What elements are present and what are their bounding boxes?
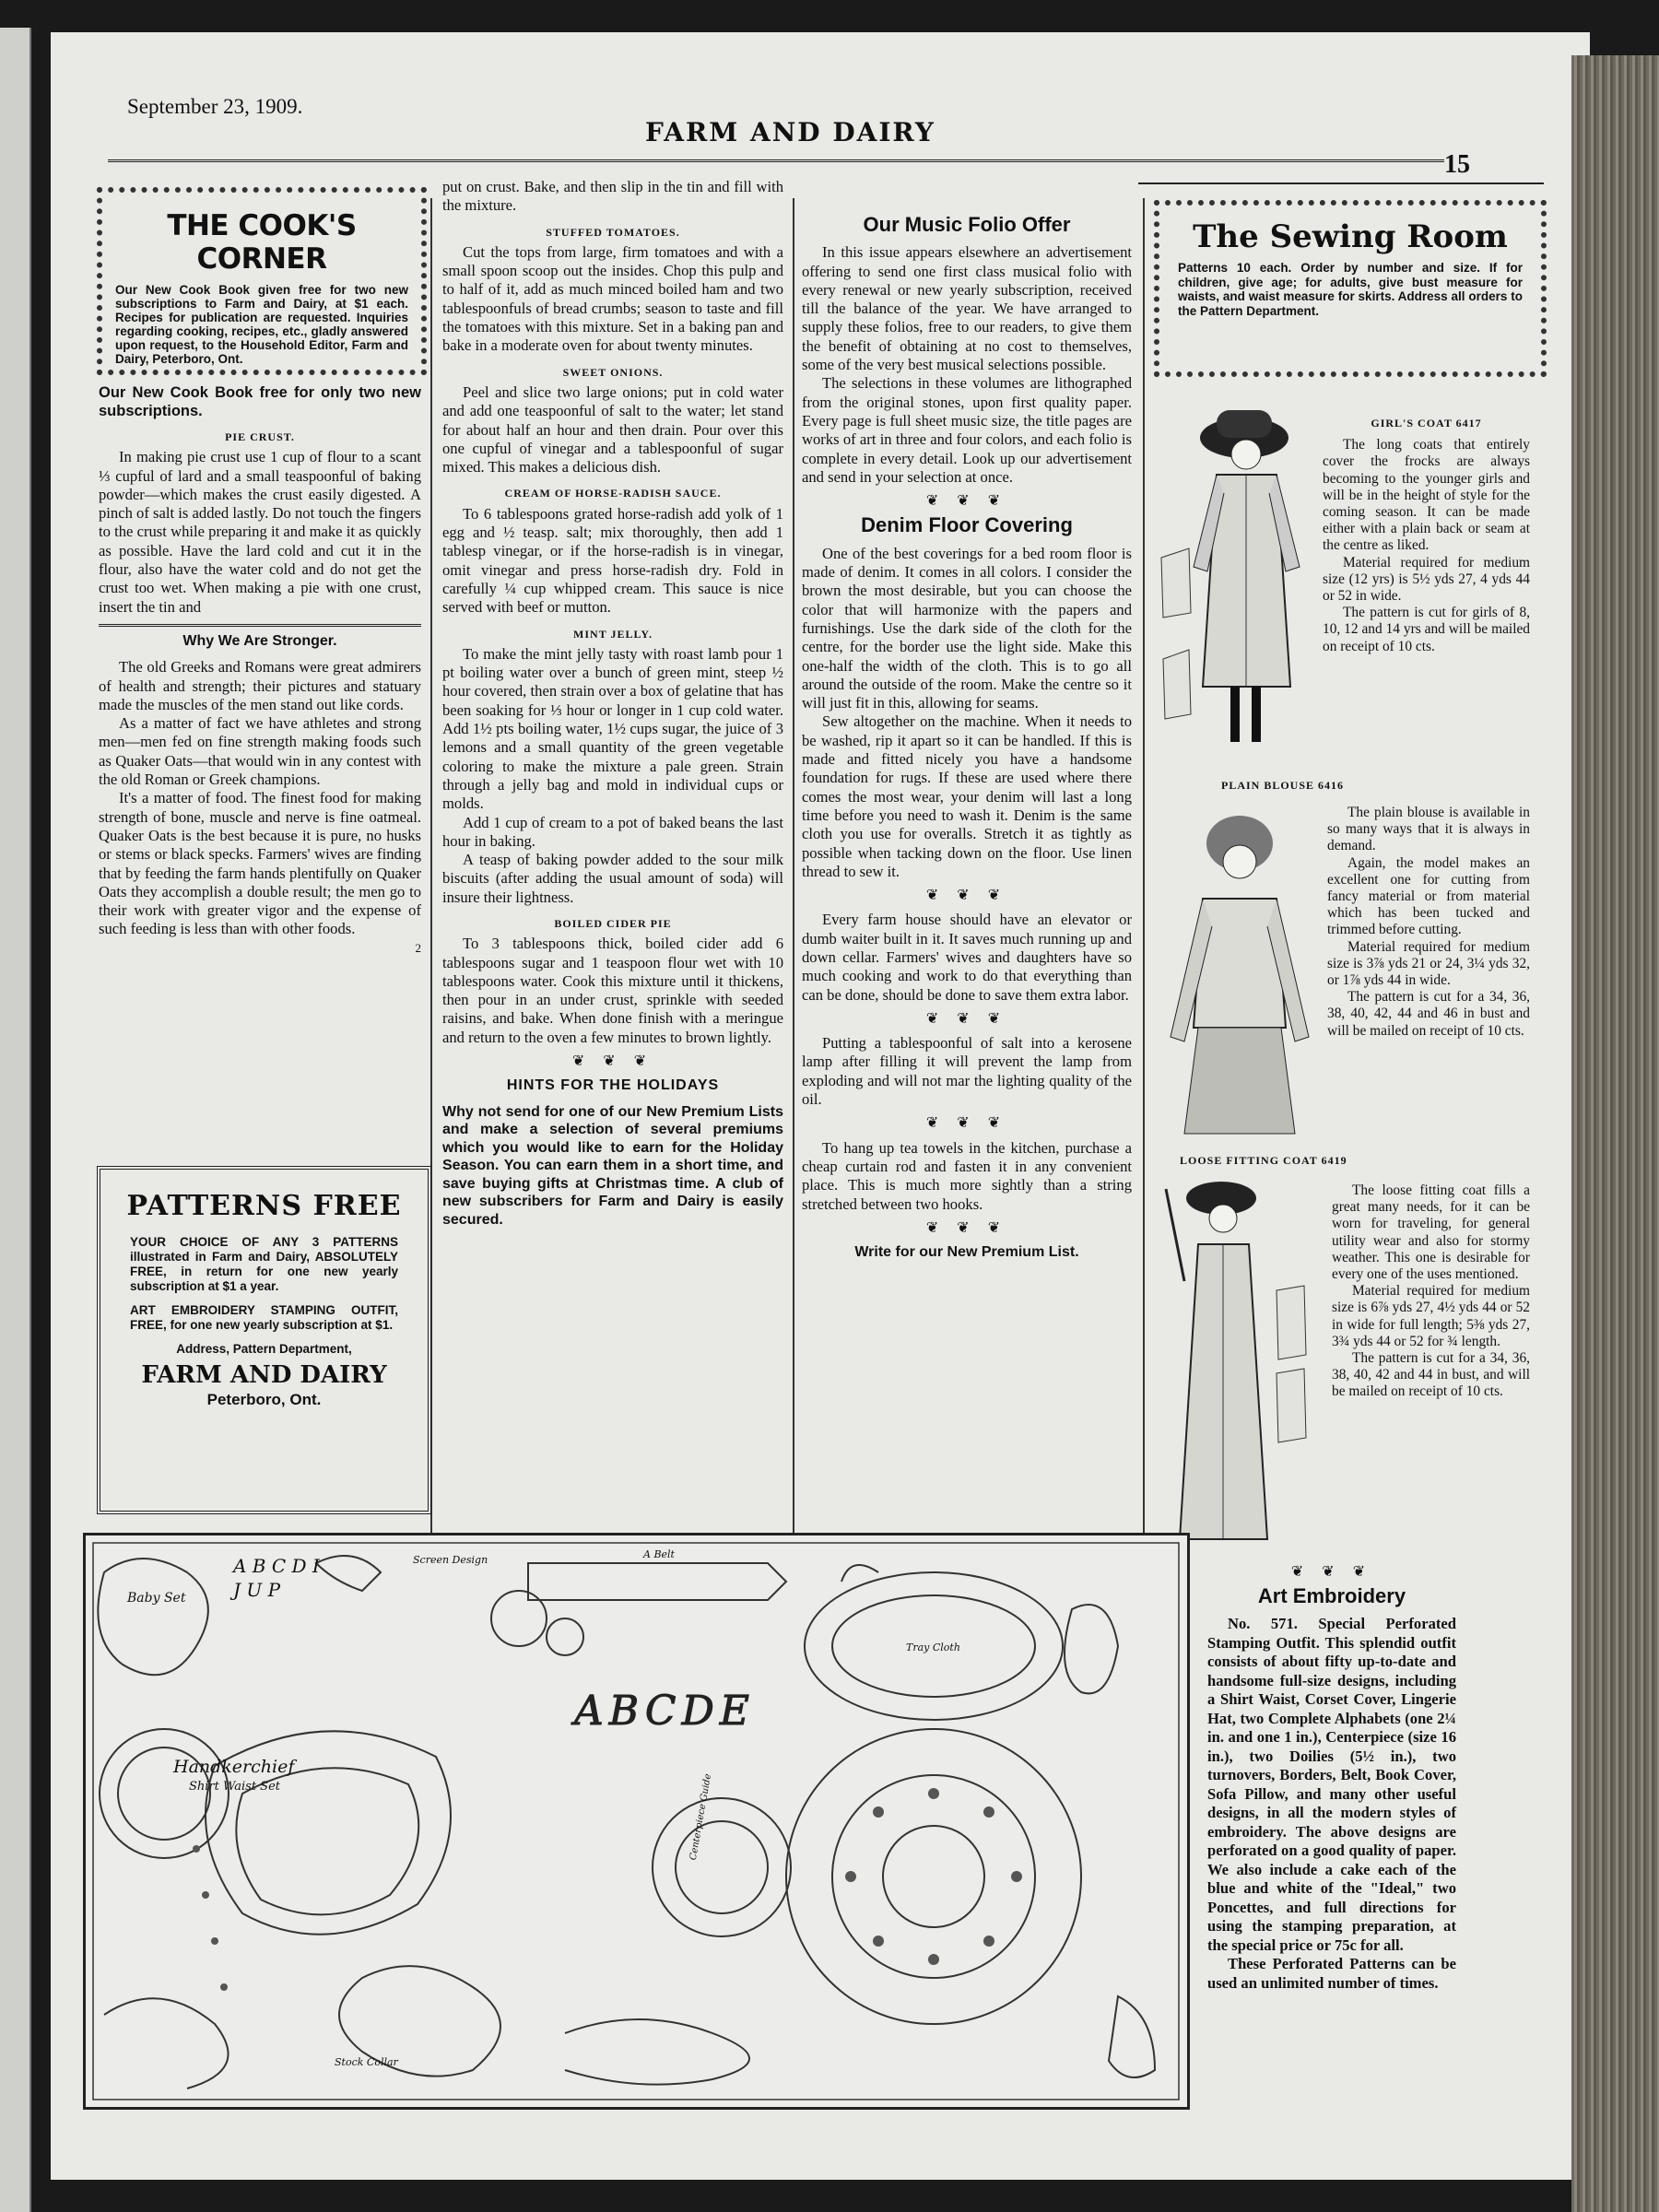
sweet-onions-text: Peel and slice two large onions; put in cold water and add one teaspoonful of salt to the water; let stand for about half an hour and then drain. Pour over this one cupful of vinegar and a tablespoonful of sugar mixed. This makes a delicious dish. bbox=[442, 382, 783, 477]
patterns-free-box bbox=[97, 1166, 431, 1514]
header-rule bbox=[108, 159, 1444, 162]
pie-crust-text: In making pie crust use 1 cup of flour to a scant ⅓ cupful of lard and a small teaspoonful of baking powder—which makes the crust easily digested. A pinch of salt is added lastly. Do not touch the fingers to the crust while preparing it and make it as quickly as possible. Have the lard cold and cut it in the flour, also have the water cold and do not get the crust too wet. When making a pie with one crust, insert the tin and bbox=[99, 448, 421, 616]
patterns-free-city: Peterboro, Ont. bbox=[206, 1391, 322, 1408]
embroidery-pattern-sheet bbox=[83, 1533, 1190, 2110]
art-embroidery-p1: No. 571. Special Perforated Stamping Outfit. This splendid outfit consists of about fifty up-to-date and handsome full-size designs, including a Shirt Waist, Corset Cover, Lingerie Hat, two Complete Alphabets (one 2¼ in. and one 1 in.), Centerpiece (size 16 in.), two Doilies (5½ in.), two turnovers, Borders, Belt, Book Cover, Sofa Pillow, and many other useful designs, in all the modern styles of embroidery. The above designs are perforated on a good quality of paper. We also include a cake each of the blue and white of the "Ideal," two Poncettes, and full directions for using the stamping preparation, at the special price or 75c for all. bbox=[1207, 1615, 1456, 1954]
embroidery-alphabet: ABCDE bbox=[574, 1688, 755, 1735]
stronger-p2: As a matter of fact we have athletes and strong men—men fed on fine strength making foods such as Quaker Oats—that would win in any contest with the old Roman or Greek champions. bbox=[99, 714, 421, 789]
hints-text: Why not send for one of our New Premium Lists and make a selection of several premiums which you would like to earn for the Holiday Season. You can earn them in a short time, and save buying gifts at Christmas time. A club of new subscribers for Farm and Dairy is easily secured. bbox=[442, 1103, 783, 1228]
denim-p2: Sew altogether on the machine. When it needs to be washed, rip it apart so it can be handled. If this is made and fitted nicely you have a handsome foundation for rugs. If these are used where there comes the most wear, your denim will last a long time before you need to wash it. Denim is the same cloth you use for overalls. Stretch it as tightly as possible when tacking down on the floor. Use linen thread to sew it. bbox=[802, 712, 1132, 880]
mint-jelly-text: To make the mint jelly tasty with roast lamb pour 1 pt boiling water over a bunch of green mint, steep ½ hour covered, then strain over a box of gelatine that has been soaking for ⅓ hour or longer in 1 cup cold water. Add 1½ pts boiling water, 1½ cups sugar, the juice of 3 lemons and a small quantity of the green vegetable coloring to make the mixture a pale green. Strain through a jelly bag and mold in individual cups or molds. bbox=[442, 644, 783, 813]
music-folio-heading: Our Music Folio Offer bbox=[863, 213, 1071, 236]
patterns-free-p2: ART EMBROIDERY STAMPING OUTFIT, FREE, for one new yearly subscription at $1. bbox=[130, 1303, 398, 1332]
plain-blouse-p1: The plain blouse is available in so many ways that it is always in demand. bbox=[1327, 805, 1530, 854]
music-folio-p1: In this issue appears elsewhere an advertisement offering to send one first class musical folio with every renewal or new yearly subscription, received till the balance of the year. We have arranged to supply these folios, free to our readers, to give them the benefit of obtaining at no cost to themselves, some of the very best musical selections possible. bbox=[802, 243, 1132, 374]
art-embroidery-column bbox=[1207, 1558, 1456, 1993]
ornament: ❦ ❦ ❦ bbox=[925, 1219, 1008, 1236]
stuffed-tomatoes-text: Cut the tops from large, firm tomatoes and with a small spoon scoop out the insides. Chop this pulp and to half of it, add as much minced boiled ham and two tablespoonfuls of bread crumbs; season to taste and fill the tomatoes with this mixture. Set in a baking pan and bake in a moderate oven for about twenty minutes. bbox=[442, 242, 783, 355]
girls-coat-p2: Material required for medium size (12 yrs) is 5½ yds 27, 4 yds 44 or 52 in wide. bbox=[1323, 554, 1530, 605]
plain-blouse-p3: Material required for medium size is 3⅞ yds 21 or 24, 3¼ yds 32, or 1⅞ yds 44 in wide. bbox=[1327, 938, 1530, 989]
pie-crust-heading: PIE CRUST. bbox=[225, 430, 295, 443]
baked-beans-tip: Add 1 cup of cream to a pot of baked beans the last hour in baking. bbox=[442, 813, 783, 850]
ornament: ❦ ❦ ❦ bbox=[925, 1010, 1008, 1027]
patterns-free-p1: YOUR CHOICE OF ANY 3 PATTERNS illustrated in Farm and Dairy, ABSOLUTELY FREE, in return for one new yearly subscription at $1 a year. bbox=[130, 1235, 398, 1293]
header-rule-right bbox=[1138, 182, 1544, 184]
belt-label: A Belt bbox=[643, 1548, 675, 1560]
column-1 bbox=[99, 384, 421, 958]
ornament: ❦ ❦ ❦ bbox=[925, 888, 1008, 904]
towels-tip: To hang up tea towels in the kitchen, purchase a cheap curtain rod and fasten it in any convenient place. This is much more sightly than a string stretched between two hooks. bbox=[802, 1138, 1132, 1213]
sewing-room-title: The Sewing Room bbox=[1193, 218, 1508, 255]
horse-radish-heading: CREAM OF HORSE-RADISH SAUCE. bbox=[504, 487, 722, 500]
biscuit-tip: A teasp of baking powder added to the sour milk biscuits (after adding the usual amount of soda) will insure their lightness. bbox=[442, 851, 783, 906]
ornament: ❦ ❦ ❦ bbox=[925, 493, 1008, 510]
loose-coat-p3: The pattern is cut for a 34, 36, 38, 40, 42 and 44 in bust, and will be mailed on receipt of 10 cts. bbox=[1332, 1350, 1530, 1400]
plain-blouse-text bbox=[1327, 805, 1530, 1040]
small-alphabet: A B C D I J U P bbox=[233, 1555, 320, 1601]
cook-book-offer: Our New Cook Book free for only two new subscriptions. bbox=[99, 384, 421, 419]
cooks-corner-box bbox=[97, 187, 427, 375]
issue-date: September 23, 1909. bbox=[127, 95, 303, 118]
girls-coat-heading: GIRL'S COAT 6417 bbox=[1371, 417, 1482, 429]
ornament: ❦ ❦ ❦ bbox=[571, 1053, 654, 1070]
baby-set-label: Baby Set bbox=[127, 1591, 186, 1606]
girls-coat-text bbox=[1323, 415, 1530, 655]
left-page-edge bbox=[0, 28, 31, 2212]
shirtwaist-label: Shirt Waist Set bbox=[189, 1780, 280, 1794]
pie-crust-continued: put on crust. Bake, and then slip in the tin and fill with the mixture. bbox=[442, 178, 783, 215]
ornament: ❦ ❦ ❦ bbox=[1290, 1564, 1373, 1580]
sweet-onions-heading: SWEET ONIONS. bbox=[562, 365, 664, 379]
cider-pie-text: To 3 tablespoons thick, boiled cider add 6 tablespoons sugar and 1 teaspoon flour wet with 10 tablespoons water. Cook this mixture until it thickens, then pour in an under crust, sprinkle with seeded raisins, and bake. When done finish with a meringue and return to the oven a few minutes to brown lightly. bbox=[442, 935, 783, 1046]
premium-list-line: Write for our New Premium List. bbox=[854, 1244, 1079, 1261]
patterns-free-address: Address, Pattern Department, bbox=[176, 1342, 352, 1356]
stock-collar-label: Stock Collar bbox=[335, 2056, 398, 2068]
horse-radish-text: To 6 tablespoons grated horse-radish add yolk of 1 egg and ½ teasp. salt; mix thoroughly, then add 1 tablesp vinegar, or if the horse-radish is in vinegar, omit vinegar and press horse-radish dry. Fold in carefully ¼ cup whipped cream. This sauce is nice served with beef or mutton. bbox=[442, 504, 783, 617]
loose-coat-heading: LOOSE FITTING COAT 6419 bbox=[1180, 1154, 1347, 1167]
tray-cloth-label: Tray Cloth bbox=[906, 1641, 960, 1653]
mint-jelly-heading: MINT JELLY. bbox=[573, 627, 653, 641]
page-number: 15 bbox=[1444, 150, 1470, 179]
girls-coat-p1: The long coats that entirely cover the frocks are always becoming to the younger girls and will be in the height of style for the coming season. It can be made either with a plain back or seam at the centre as liked. bbox=[1323, 437, 1530, 554]
embroidery-designs bbox=[86, 1535, 1187, 2107]
plain-blouse-illustration bbox=[1147, 797, 1332, 1138]
loose-coat-illustration bbox=[1147, 1171, 1332, 1558]
stronger-p3: It's a matter of food. The finest food for making strength of bone, muscle and nerve is fine oatmeal. Quaker Oats is the best because it is pure, no husks or stems or black specks. Farmers' wives are finding that by feeding the farm hands plentifully on Quaker Oats they accomplish a double result; the men go to their work with greater vigor and the expense of such feeding is less than with other foods. bbox=[99, 789, 421, 938]
patterns-free-org: FARM AND DAIRY bbox=[141, 1361, 387, 1389]
screen-design-label: Screen Design bbox=[413, 1554, 488, 1566]
newspaper-page bbox=[51, 32, 1590, 2180]
centerpiece-guide-label: Centerpiece Guide bbox=[688, 1772, 714, 1862]
cooks-corner-intro: Our New Cook Book given free for two new subscriptions to Farm and Dairy, at $1 each. Recipes for publication are requested. Inquiries regarding cooking, recipes, etc., gladly answered upon request, to the Household Editor, Farm and Dairy, Peterboro, Ont. bbox=[115, 283, 408, 366]
music-folio-p2: The selections in these volumes are lithographed from the original stones, upon first quality paper. Every page is full sheet music size, the title pages are works of art in three and four colors, and each folio is complete in every detail. Look up our advertisement and send in your selection at once. bbox=[802, 374, 1132, 486]
book-binding bbox=[1571, 55, 1659, 2212]
hints-heading: HINTS FOR THE HOLIDAYS bbox=[506, 1077, 720, 1094]
art-embroidery-heading: Art Embroidery bbox=[1257, 1584, 1406, 1607]
elevator-tip: Every farm house should have an elevator or dumb waiter built in it. It saves much running up and down cellar. Farmers' wives and daughters have so much cooking and work to do that everything than can be done, should be done to save them extra labor. bbox=[802, 911, 1132, 1004]
divider bbox=[99, 624, 421, 627]
plain-blouse-p4: The pattern is cut for a 34, 36, 38, 40, 42, 44 and 46 in bust and will be mailed on receipt of 10 cts. bbox=[1327, 989, 1530, 1039]
stronger-mark: 2 bbox=[415, 940, 421, 955]
loose-coat-p2: Material required for medium size is 6⅞ yds 27, 4½ yds 44 or 52 in wide for full length; 5⅜ yds 27, 3¾ yds 44 or 52 for ¾ length. bbox=[1332, 1283, 1530, 1349]
denim-p1: One of the best coverings for a bed room floor is made of denim. It comes in all colors. I consider the brown the most desirable, but you can choose the color that will harmonize with the papers and furnishings. Use the dark side of the cloth for the centre, for the border use the light side. Make this one-half the width of the cloth. This is to go all around the outside of the room. Make the centre so it will just fit in this, allowing for seams. bbox=[802, 544, 1132, 712]
denim-heading: Denim Floor Covering bbox=[861, 513, 1073, 537]
lamp-tip: Putting a tablespoonful of salt into a kerosene lamp after filling it will prevent the lamp from exploding and will not mar the lighting quality of the oil. bbox=[802, 1034, 1132, 1109]
loose-coat-text bbox=[1332, 1182, 1530, 1401]
girls-coat-illustration bbox=[1143, 382, 1336, 779]
masthead: FARM AND DAIRY bbox=[645, 117, 935, 147]
girls-coat-p3: The pattern is cut for girls of 8, 10, 12 and 14 yrs and will be mailed on receipt of 10 cts. bbox=[1323, 605, 1530, 654]
plain-blouse-heading: PLAIN BLOUSE 6416 bbox=[1221, 779, 1345, 792]
patterns-free-title: PATTERNS FREE bbox=[126, 1190, 402, 1222]
cooks-corner-title: THE COOK'S CORNER bbox=[167, 209, 357, 276]
column-2 bbox=[442, 178, 783, 1229]
column-rule-2 bbox=[793, 198, 794, 1553]
column-3 bbox=[802, 212, 1132, 1262]
plain-blouse-p2: Again, the model makes an excellent one for cutting from fancy material or from material which has been tucked and trimmed before cutting. bbox=[1327, 854, 1530, 938]
sewing-room-intro: Patterns 10 each. Order by number and size. If for children, give age; for adults, give bust measure for waists, and waist measure for skirts. Address all orders to the Pattern Department. bbox=[1178, 261, 1523, 318]
ornament: ❦ ❦ ❦ bbox=[925, 1115, 1008, 1132]
handkerchief-label: Handkerchief bbox=[173, 1757, 295, 1777]
art-embroidery-p2: These Perforated Patterns can be used an unlimited number of times. bbox=[1207, 1955, 1456, 1992]
stronger-heading: Why We Are Stronger. bbox=[182, 632, 337, 649]
loose-coat-p1: The loose fitting coat fills a great many needs, for it can be worn for traveling, for general utility wear and also for stormy weather. This one is desirable for every one of the uses mentioned. bbox=[1332, 1182, 1530, 1283]
stronger-p1: The old Greeks and Romans were great admirers of health and strength; their pictures and statuary made the muscles of the men stand out like cords. bbox=[99, 658, 421, 713]
sewing-room-box bbox=[1154, 200, 1547, 377]
cider-pie-heading: BOILED CIDER PIE bbox=[554, 916, 672, 930]
stuffed-tomatoes-heading: STUFFED TOMATOES. bbox=[546, 225, 680, 239]
